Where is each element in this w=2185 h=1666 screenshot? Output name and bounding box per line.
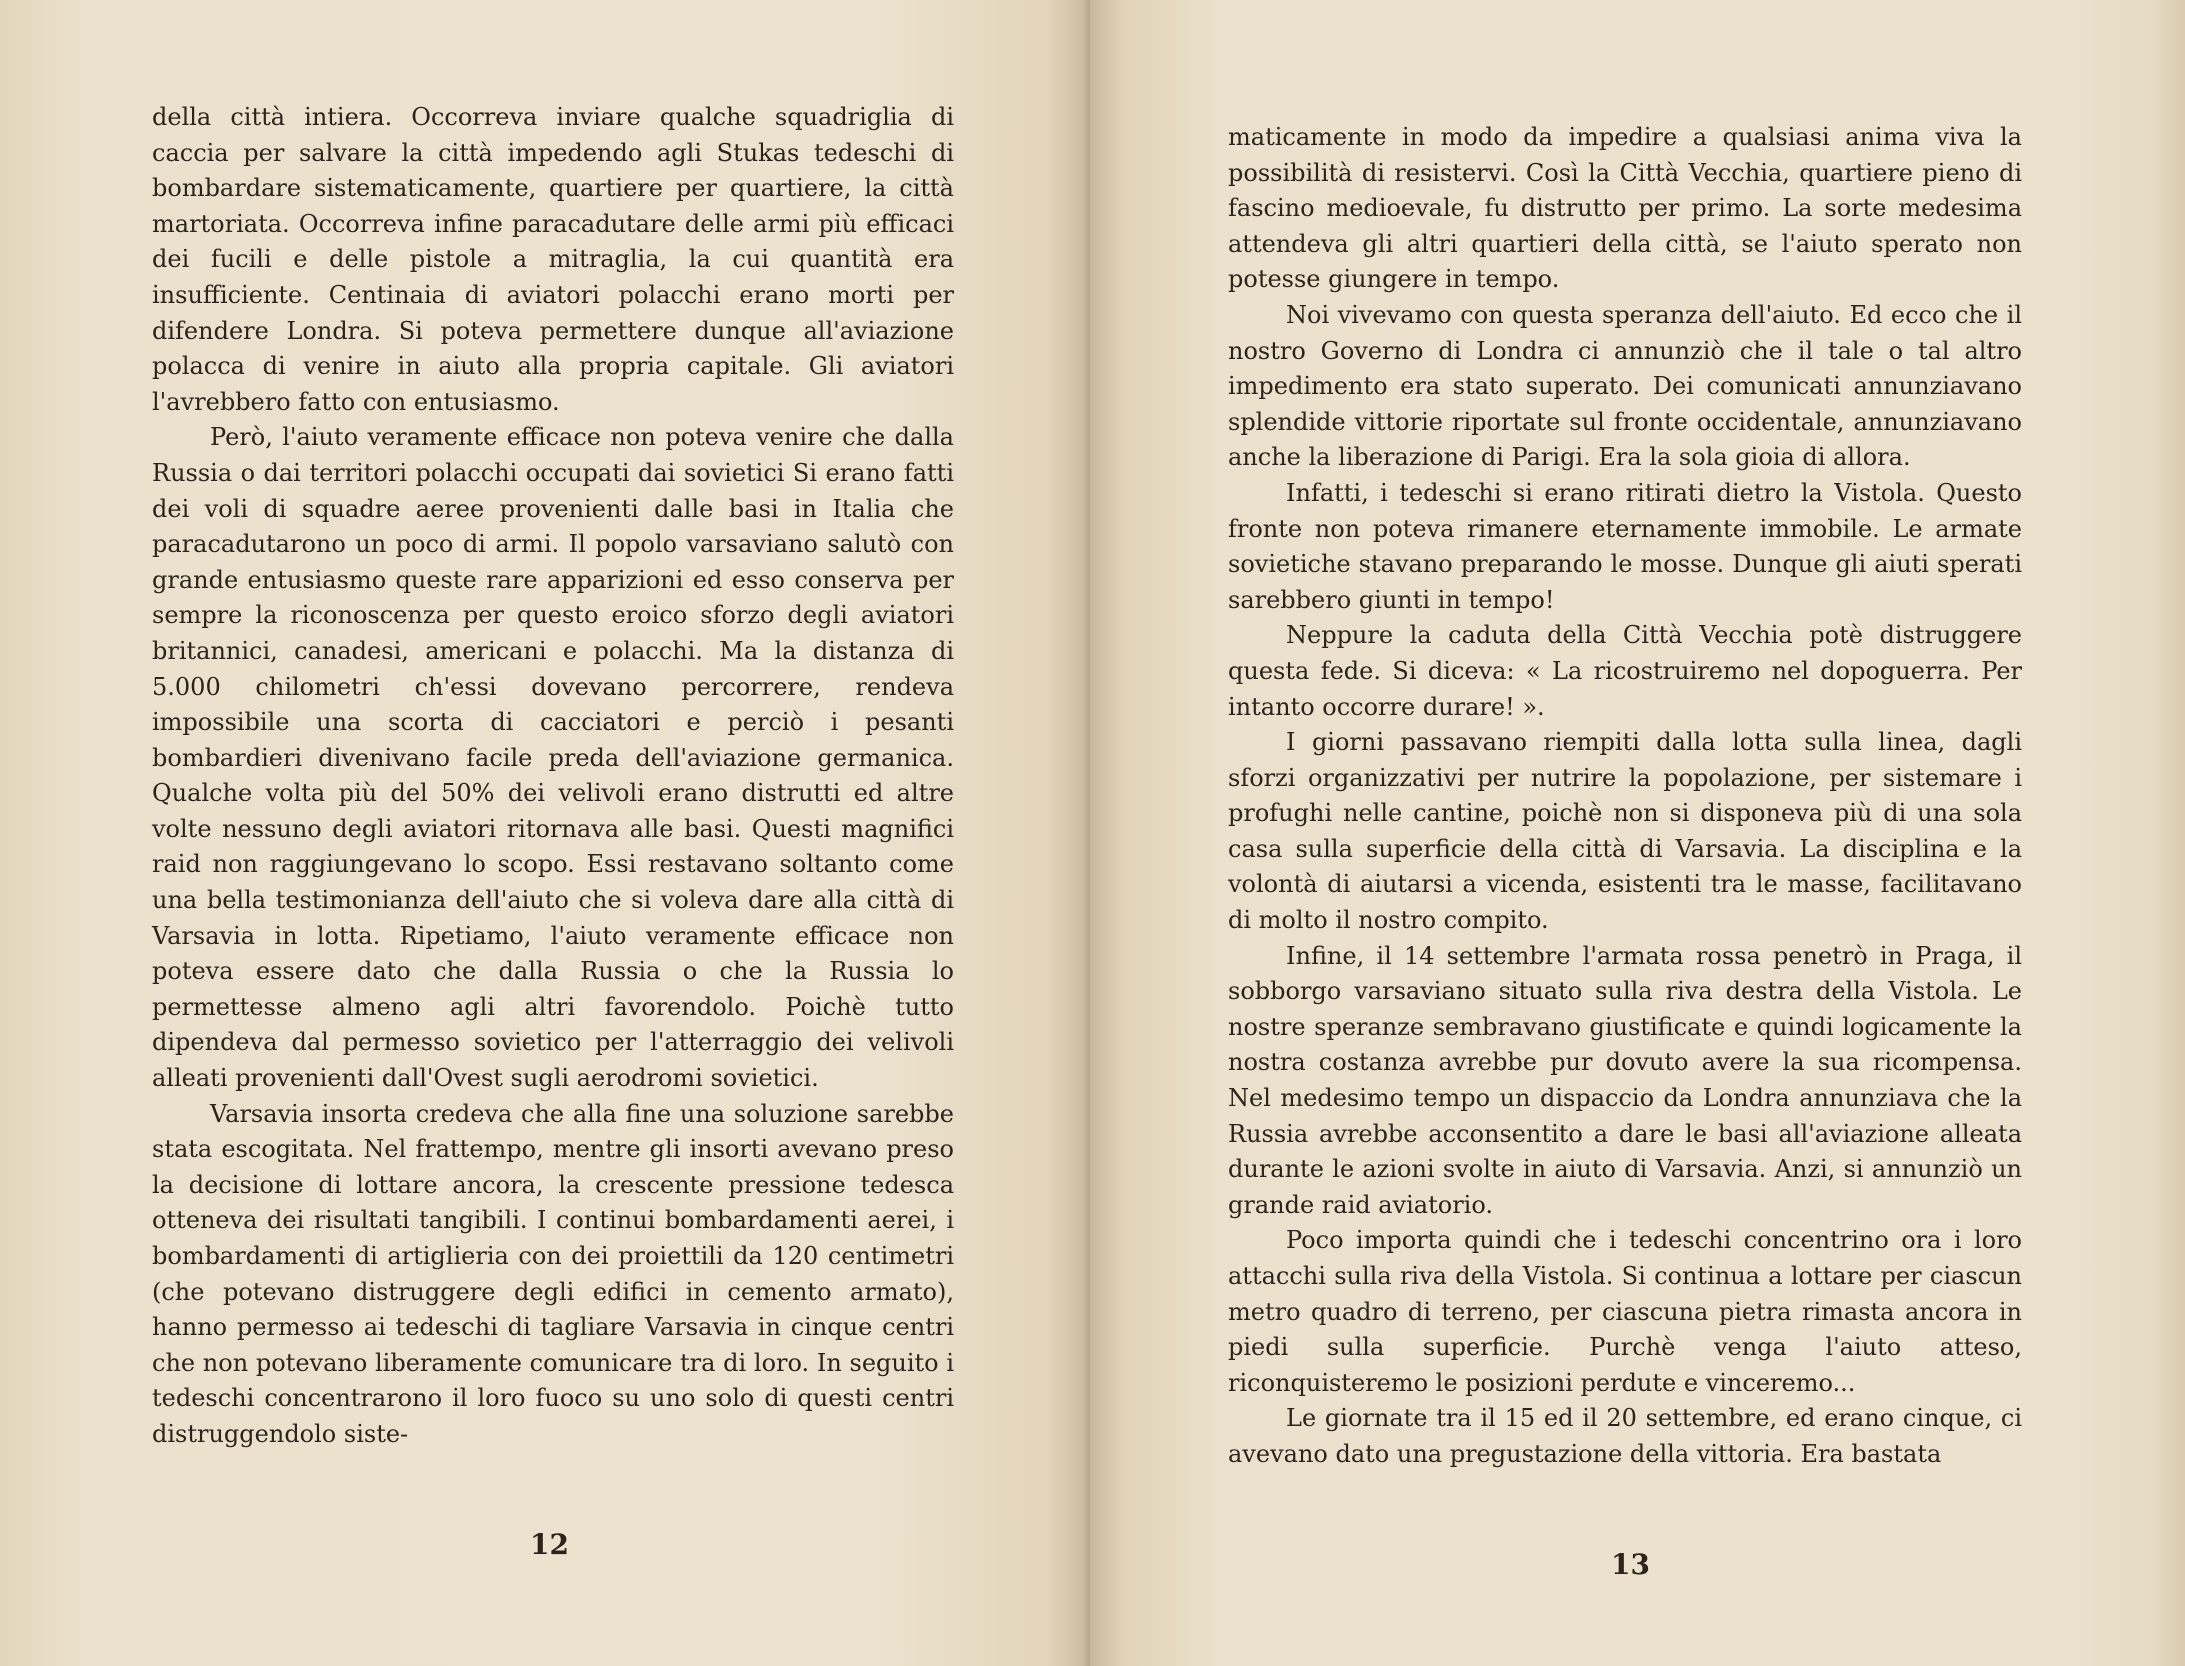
left-page-text: [152, 100, 954, 1453]
paragraph: Le giornate tra il 15 ed il 20 settembre, ed erano cinque, ci avevano dato una pregustazione della vittoria. Era bastata: [1228, 1404, 2022, 1468]
paragraph: Però, l'aiuto veramente efficace non poteva venire che dalla Russia o dai territori polacchi occupati dai sovietici Si erano fatti dei voli di squadre aeree provenienti dalle basi in Italia che paracadutarono un poco di armi. Il popolo varsaviano salutò con grande entusiasmo queste rare apparizioni ed esso conserva per sempre la riconoscenza per questo eroico sforzo degli aviatori britannici, canadesi, americani e polacchi. Ma la distanza di 5.000 chilometri ch'essi dovevano percorrere, rendeva impossibile una scorta di cacciatori e perciò i pesanti bombardieri divenivano facile preda dell'aviazione germanica. Qualche volta più del 50% dei velivoli erano distrutti ed altre volte nessuno degli aviatori ritornava alle basi. Questi magnifici raid non raggiungevano lo scopo. Essi restavano soltanto come una bella testimonianza dell'aiuto che si voleva dare alla città di Varsavia in lotta. Ripetiamo, l'aiuto veramente efficace non poteva essere dato che dalla Russia o che la Russia lo permettesse almeno agli altri favorendolo. Poichè tutto dipendeva dal permesso sovietico per l'atterraggio dei velivoli alleati provenienti dall'Ovest sugli aerodromi sovietici.: [152, 423, 954, 1093]
paragraph: Noi vivevamo con questa speranza dell'aiuto. Ed ecco che il nostro Governo di Londra ci annunziò che il tale o tal altro impedimento era stato superato. Dei comunicati annunziavano splendide vittorie riportate sul fronte occidentale, annunziavano anche la liberazione di Parigi. Era la sola gioia di allora.: [1228, 300, 2022, 472]
right-page: [1090, 0, 2185, 1666]
paragraph: Varsavia insorta credeva che alla fine una soluzione sarebbe stata escogitata. Nel frattempo, mentre gli insorti avevano preso la decisione di lottare ancora, la crescente pressione tedesca otteneva dei risultati tangibili. I continui bombardamenti aerei, i bombardamenti di artiglieria con dei proiettili da 120 centimetri (che potevano distruggere degli edifici in cemento armato), hanno permesso ai tedeschi di tagliare Varsavia in cinque centri che non potevano liberamente comunicare tra di loro. In seguito i tedeschi concentrarono il loro fuoco su uno solo di questi centri distruggendolo siste-: [152, 1099, 954, 1448]
left-page: [0, 0, 1090, 1666]
paragraph: Poco importa quindi che i tedeschi concentrino ora i loro attacchi sulla riva della Vistola. Si continua a lottare per ciascun metro quadro di terreno, per ciascuna pietra rimasta ancora in piedi sulla superficie. Purchè venga l'aiuto atteso, riconquisteremo le posizioni perdute e vinceremo...: [1228, 1226, 2022, 1397]
right-page-text: [1228, 120, 2022, 1473]
paragraph: Infatti, i tedeschi si erano ritirati dietro la Vistola. Questo fronte non poteva rimanere eternamente immobile. Le armate sovietiche stavano preparando le mosse. Dunque gli aiuti sperati sarebbero giunti in tempo!: [1228, 478, 2022, 614]
page-number: 13: [1611, 1548, 1650, 1581]
page-number: 12: [530, 1528, 569, 1561]
paragraph: della città intiera. Occorreva inviare qualche squadriglia di caccia per salvare la città impedendo agli Stukas tedeschi di bombardare sistematicamente, quartiere per quartiere, la città martoriata. Occorreva infine paracadutare delle armi più efficaci dei fucili e delle pistole a mitraglia, la cui quantità era insufficiente. Centinaia di aviatori polacchi erano morti per difendere Londra. Si poteva permettere dunque all'aviazione polacca di venire in aiuto alla propria capitale. Gli aviatori l'avrebbero fatto con entusiasmo.: [152, 103, 954, 416]
paragraph: Infine, il 14 settembre l'armata rossa penetrò in Praga, il sobborgo varsaviano situato sulla riva destra della Vistola. Le nostre speranze sembravano giustificate e quindi logicamente la nostra costanza avrebbe pur dovuto avere la sua ricompensa. Nel medesimo tempo un dispaccio da Londra annunziava che la Russia avrebbe acconsentito a dare le basi all'aviazione alleata durante le azioni svolte in aiuto di Varsavia. Anzi, si annunziò un grande raid aviatorio.: [1228, 941, 2022, 1219]
paragraph: Neppure la caduta della Città Vecchia potè distruggere questa fede. Si diceva: « La ricostruiremo nel dopoguerra. Per intanto occorre durare! ».: [1228, 621, 2022, 721]
paragraph: I giorni passavano riempiti dalla lotta sulla linea, dagli sforzi organizzativi per nutrire la popolazione, per sistemare i profughi nelle cantine, poichè non si disponeva più di una sola casa sulla superficie della città di Varsavia. La disciplina e la volontà di aiutarsi a vicenda, esistenti tra le masse, facilitavano di molto il nostro compito.: [1228, 728, 2022, 935]
paragraph: maticamente in modo da impedire a qualsiasi anima viva la possibilità di resistervi. Così la Città Vecchia, quartiere pieno di fascino medioevale, fu distrutto per primo. La sorte medesima attendeva gli altri quartieri della città, se l'aiuto sperato non potesse giungere in tempo.: [1228, 123, 2022, 294]
